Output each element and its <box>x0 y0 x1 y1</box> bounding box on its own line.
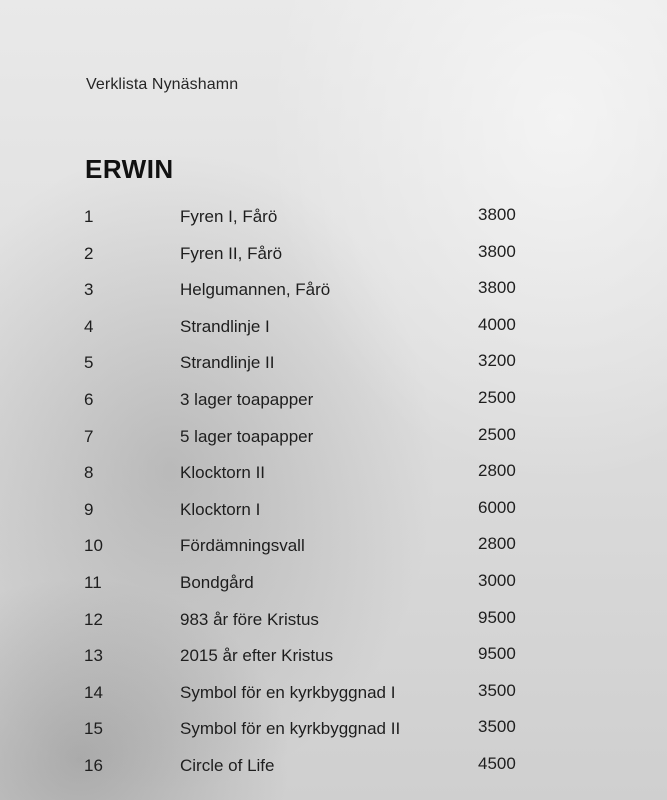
list-item <box>0 314 667 351</box>
work-title: Bondgård <box>180 572 254 592</box>
artist-heading: ERWIN <box>85 154 174 184</box>
work-number: 6 <box>84 389 94 409</box>
list-item <box>0 204 667 241</box>
work-number: 7 <box>84 426 94 446</box>
work-price: 4000 <box>478 314 516 334</box>
work-price: 6000 <box>478 497 516 517</box>
work-price: 3800 <box>478 205 516 224</box>
list-item <box>0 753 667 790</box>
work-number: 12 <box>84 609 103 629</box>
list-item <box>0 607 667 644</box>
work-title: 983 år före Kristus <box>180 609 319 629</box>
work-price: 2500 <box>478 424 516 444</box>
list-item <box>0 460 667 497</box>
work-number: 2 <box>84 243 94 263</box>
work-title: Fyren I, Fårö <box>180 207 278 226</box>
work-price: 2800 <box>478 461 516 481</box>
list-item <box>0 497 667 534</box>
list-item <box>0 716 667 753</box>
work-number: 5 <box>84 353 94 373</box>
work-price: 3800 <box>478 278 516 298</box>
work-title: 5 lager toapapper <box>180 426 314 446</box>
list-item <box>0 570 667 607</box>
work-price: 9500 <box>478 607 516 627</box>
work-price: 3500 <box>478 717 516 737</box>
work-number: 10 <box>84 536 103 556</box>
work-number: 8 <box>84 463 94 483</box>
work-price: 9500 <box>478 644 516 664</box>
work-title: Symbol för en kyrkbyggnad I <box>180 682 396 702</box>
list-item <box>0 680 667 717</box>
work-title: Symbol för en kyrkbyggnad II <box>180 719 401 739</box>
work-number: 4 <box>84 316 94 336</box>
work-number: 13 <box>84 646 103 666</box>
work-title: 3 lager toapapper <box>180 389 314 409</box>
work-number: 11 <box>84 572 102 592</box>
work-price: 3500 <box>478 680 516 700</box>
list-item <box>0 424 667 461</box>
work-number: 3 <box>84 280 94 300</box>
work-price: 3200 <box>478 351 516 371</box>
work-price: 2500 <box>478 387 516 407</box>
work-title: 2015 år efter Kristus <box>180 646 334 666</box>
work-price: 4500 <box>478 753 516 773</box>
work-title: Klocktorn II <box>180 463 266 483</box>
work-title: Fördämningsvall <box>180 536 305 556</box>
works-list <box>0 204 667 790</box>
work-title: Helgumannen, Fårö <box>180 280 331 300</box>
work-title: Strandlinje II <box>180 353 275 373</box>
work-title: Circle of Life <box>180 755 275 775</box>
list-item <box>0 387 667 424</box>
work-title: Strandlinje I <box>180 316 270 336</box>
work-price: 2800 <box>478 534 516 554</box>
work-number: 15 <box>84 719 103 739</box>
list-item <box>0 350 667 387</box>
work-number: 14 <box>84 682 103 702</box>
list-item <box>0 643 667 680</box>
work-number: 1 <box>84 207 94 226</box>
work-number: 9 <box>84 499 94 519</box>
work-title: Klocktorn I <box>180 499 261 519</box>
work-price: 3000 <box>478 570 516 590</box>
work-price: 3800 <box>478 241 516 261</box>
work-number: 16 <box>84 755 103 775</box>
list-item <box>0 533 667 570</box>
work-title: Fyren II, Fårö <box>180 243 283 263</box>
list-item <box>0 277 667 314</box>
document-subtitle: Verklista Nynäshamn <box>86 76 239 93</box>
list-item <box>0 241 667 278</box>
